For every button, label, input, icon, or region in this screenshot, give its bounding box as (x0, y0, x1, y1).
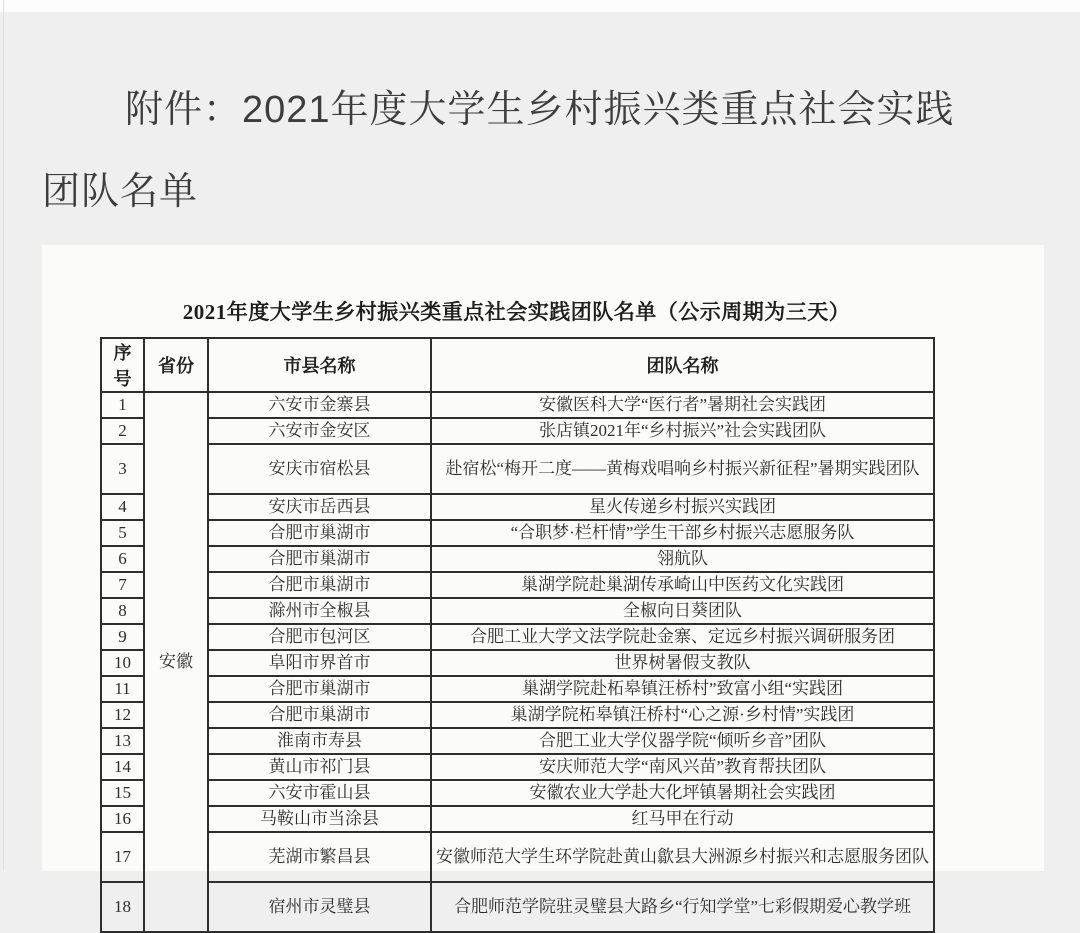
table-row (101, 546, 934, 572)
scanned-sheet (42, 245, 1044, 917)
city-cell: 安庆市岳西县 (208, 494, 431, 520)
col-header-prov: 省份 (144, 338, 208, 392)
province-cell: 安徽 (144, 392, 208, 932)
city-cell: 合肥市包河区 (208, 624, 431, 650)
row-number-cell: 8 (101, 598, 144, 624)
city-cell: 宿州市灵璧县 (208, 882, 431, 932)
table-row (101, 754, 934, 780)
team-cell: 张店镇2021年“乡村振兴”社会实践团队 (431, 418, 934, 444)
city-cell: 合肥市巢湖市 (208, 572, 431, 598)
table-row (101, 780, 934, 806)
city-cell: 阜阳市界首市 (208, 650, 431, 676)
city-cell: 滁州市全椒县 (208, 598, 431, 624)
row-number-cell: 15 (101, 780, 144, 806)
city-cell: 黄山市祁门县 (208, 754, 431, 780)
table-row (101, 444, 934, 494)
header-row (101, 338, 934, 392)
team-cell: 巢湖学院赴巢湖传承崎山中医药文化实践团 (431, 572, 934, 598)
team-cell: 赴宿松“梅开二度——黄梅戏唱响乡村振兴新征程”暑期实践团队 (431, 444, 934, 494)
row-number-cell: 13 (101, 728, 144, 754)
row-number-cell: 16 (101, 806, 144, 832)
team-cell: 安徽医科大学“医行者”暑期社会实践团 (431, 392, 934, 418)
table-row (101, 650, 934, 676)
roster-table (100, 337, 935, 933)
table-row (101, 676, 934, 702)
row-number-cell: 18 (101, 882, 144, 932)
table-row (101, 572, 934, 598)
table-row (101, 832, 934, 882)
row-number-cell: 9 (101, 624, 144, 650)
row-number-cell: 2 (101, 418, 144, 444)
table-row (101, 702, 934, 728)
city-cell: 六安市金寨县 (208, 392, 431, 418)
city-cell: 合肥市巢湖市 (208, 546, 431, 572)
row-number-cell: 10 (101, 650, 144, 676)
row-number-cell: 17 (101, 832, 144, 882)
city-cell: 马鞍山市当涂县 (208, 806, 431, 832)
row-number-cell: 12 (101, 702, 144, 728)
team-cell: 合肥工业大学仪器学院“倾听乡音”团队 (431, 728, 934, 754)
city-cell: 合肥市巢湖市 (208, 702, 431, 728)
city-cell: 芜湖市繁昌县 (208, 832, 431, 882)
team-cell: 巢湖学院柘皋镇汪桥村“心之源·乡村情”实践团 (431, 702, 934, 728)
row-number-cell: 5 (101, 520, 144, 546)
table-row (101, 598, 934, 624)
table-row (101, 882, 934, 932)
team-cell: “合职梦·栏杆情”学生干部乡村振兴志愿服务队 (431, 520, 934, 546)
team-cell: 合肥师范学院驻灵璧县大路乡“行知学堂”七彩假期爱心教学班 (431, 882, 934, 932)
city-cell: 六安市霍山县 (208, 780, 431, 806)
table-row (101, 520, 934, 546)
left-edge-line (3, 0, 4, 871)
table-row (101, 806, 934, 832)
row-number-cell: 14 (101, 754, 144, 780)
team-cell: 世界树暑假支教队 (431, 650, 934, 676)
attachment-title-line2: 团队名单 (42, 171, 199, 213)
team-cell: 安徽农业大学赴大化坪镇暑期社会实践团 (431, 780, 934, 806)
table-row (101, 728, 934, 754)
row-number-cell: 1 (101, 392, 144, 418)
team-cell: 安徽师范大学生环学院赴黄山歙县大洲源乡村振兴和志愿服务团队 (431, 832, 934, 882)
city-cell: 六安市金安区 (208, 418, 431, 444)
table-row (101, 494, 934, 520)
col-header-no: 序号 (101, 338, 144, 392)
team-cell: 翎航队 (431, 546, 934, 572)
row-number-cell: 7 (101, 572, 144, 598)
col-header-team: 团队名称 (431, 338, 934, 392)
team-cell: 全椒向日葵团队 (431, 598, 934, 624)
team-cell: 红马甲在行动 (431, 806, 934, 832)
attachment-title-line1: 附件：2021年度大学生乡村振兴类重点社会实践 (125, 89, 955, 131)
table-row (101, 418, 934, 444)
top-white-strip (0, 0, 1080, 12)
team-cell: 安庆师范大学“南风兴苗”教育帮扶团队 (431, 754, 934, 780)
team-cell: 合肥工业大学文法学院赴金寨、定远乡村振兴调研服务团 (431, 624, 934, 650)
col-header-city: 市县名称 (208, 338, 431, 392)
city-cell: 淮南市寿县 (208, 728, 431, 754)
row-number-cell: 3 (101, 444, 144, 494)
city-cell: 合肥市巢湖市 (208, 520, 431, 546)
team-cell: 星火传递乡村振兴实践团 (431, 494, 934, 520)
table-row (101, 624, 934, 650)
city-cell: 安庆市宿松县 (208, 444, 431, 494)
table-row (101, 392, 934, 418)
city-cell: 合肥市巢湖市 (208, 676, 431, 702)
row-number-cell: 4 (101, 494, 144, 520)
team-cell: 巢湖学院赴柘皋镇汪桥村”致富小组“实践团 (431, 676, 934, 702)
table-title: 2021年度大学生乡村振兴类重点社会实践团队名单（公示周期为三天） (182, 300, 851, 324)
row-number-cell: 11 (101, 676, 144, 702)
row-number-cell: 6 (101, 546, 144, 572)
